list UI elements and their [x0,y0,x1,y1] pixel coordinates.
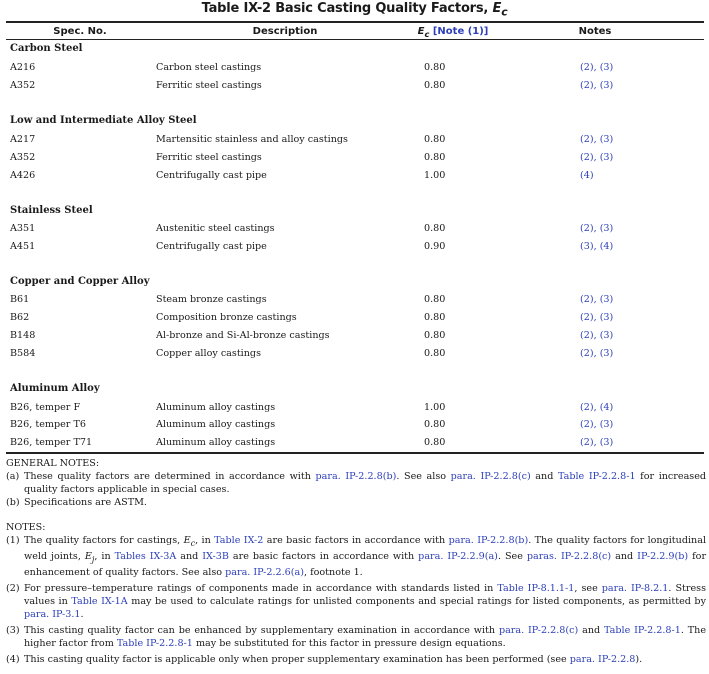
notes-link[interactable]: (2), (3) [580,62,614,73]
notes-section [6,521,706,666]
description-cell: Centrifugally cast pipe [156,241,267,252]
header-note-link[interactable]: [Note (1)] [432,26,489,37]
bottom-rule [6,452,704,454]
top-rule [6,21,704,23]
ec-cell: 0.90 [424,241,446,252]
note-text: and [578,624,605,636]
note-text: may be used to calculate ratings for unlisted components and special ratings for listed components, as permitted by [127,595,706,607]
table-link[interactable]: Table IP-8.1.1-1 [497,582,575,594]
note-text: , in [195,535,215,546]
group-heading: Carbon Steel [10,43,83,54]
note-text: , in [94,550,115,562]
note-text: . See [497,550,527,562]
general-notes-heading: GENERAL NOTES: [6,458,100,469]
para-link[interactable]: paras. IP-2.2.8(c) [526,550,612,562]
note-2 [6,582,706,621]
note-text: are basic factors in accordance with [228,550,419,562]
para-link[interactable]: para. IP-2.2.6(a) [225,566,304,578]
para-link[interactable]: para. IP-8.2.1 [601,582,669,594]
notes-link[interactable]: (2), (3) [580,330,614,341]
description-cell: Aluminum alloy castings [156,437,276,448]
table-title [0,1,709,19]
ec-cell: 0.80 [424,330,446,341]
table-row [0,241,709,259]
notes-link[interactable]: (2), (3) [580,437,614,448]
spec-cell: B26, temper T6 [10,419,86,430]
notes-link[interactable]: (2), (3) [580,312,614,323]
header-description: Description [252,26,318,37]
table-link[interactable]: Tables IX-3A [114,550,177,562]
table-row [0,330,709,348]
ec-cell: 0.80 [424,294,446,305]
ec-cell: 0.80 [424,80,446,91]
header-ec-subscript: c [424,29,430,39]
note-text: These quality factors are determined in accordance with [24,471,316,482]
para-link[interactable]: para. IP-2.2.8(c) [450,471,531,482]
subscript: j [91,554,95,564]
note-text: , footnote 1. [303,566,363,578]
ec-cell: 0.80 [424,62,446,73]
table-row [0,62,709,80]
header-notes: Notes [578,26,612,37]
para-link[interactable]: para. IP-2.2.8(b) [315,471,397,482]
note-text: for increased quality factors applicable in special cases. [24,471,707,495]
description-cell: Centrifugally cast pipe [156,170,267,181]
ec-cell: 1.00 [424,402,446,413]
note-text: . See also [396,471,451,482]
table-row [0,294,709,312]
table-link[interactable]: Table IX-1A [71,595,128,607]
notes-link[interactable]: (2), (3) [580,80,614,91]
note-label: (a) [6,471,20,482]
spec-cell: B26, temper F [10,402,81,413]
description-cell: Aluminum alloy castings [156,419,276,430]
ec-cell: 0.80 [424,152,446,163]
notes-link[interactable]: (2), (3) [580,348,614,359]
table-link[interactable]: Table IP-2.2.8-1 [557,471,636,482]
table-row [0,223,709,241]
note-text: for enhancement of quality factors. See also [24,550,707,578]
description-cell: Steam bronze castings [156,294,267,305]
symbol: E [183,535,191,546]
ec-cell: 0.80 [424,312,446,323]
note-text: Specifications are ASTM. [24,497,147,508]
description-cell: Al-bronze and Si-Al-bronze castings [156,330,330,341]
general-notes [6,457,706,509]
group-heading: Aluminum Alloy [10,383,100,394]
table-row [0,402,709,420]
notes-link[interactable]: (2), (4) [580,402,614,413]
para-link[interactable]: para. IP-2.2.8(c) [498,624,579,636]
note-label: (4) [6,653,20,665]
description-cell: Composition bronze castings [156,312,297,323]
table-link[interactable]: Table IX-2 [214,535,264,546]
note-4 [6,653,706,666]
note-text: are basic factors in accordance with [263,535,449,546]
para-link[interactable]: IP-2.2.9(b) [637,550,689,562]
note-text: . The quality factors for longitudinal weld joints, [24,535,707,562]
note-label: (1) [6,535,20,546]
note-text: may be substituted for this factor in pressure design equations. [192,637,506,649]
general-note-b [6,496,706,509]
note-text: . The higher factor from [24,624,707,649]
note-label: (b) [6,497,20,508]
spec-cell: B148 [10,330,36,341]
spec-cell: A216 [10,62,36,73]
notes-link[interactable]: (3), (4) [580,241,614,252]
notes-link[interactable]: (2), (3) [580,134,614,145]
description-cell: Martensitic stainless and alloy castings [156,134,348,145]
para-link[interactable]: para. IP-2.2.8 [569,653,636,665]
title-subscript: c [501,5,508,19]
description-cell: Aluminum alloy castings [156,402,276,413]
ec-cell: 0.80 [424,223,446,234]
ec-cell: 0.80 [424,348,446,359]
note-text: This casting quality factor can be enhanced by supplementary examination in accordance with [24,624,499,636]
table-row [0,170,709,188]
general-note-a [6,470,706,496]
header-spec: Spec. No. [53,26,107,37]
note-text: , see [574,582,602,594]
header-rule [6,39,704,40]
description-cell: Copper alloy castings [156,348,261,359]
spec-cell: A352 [10,80,36,91]
note-label: (2) [6,582,20,594]
spec-cell: A426 [10,170,36,181]
notes-heading: NOTES: [6,522,46,533]
group-heading: Stainless Steel [10,205,93,216]
description-cell: Ferritic steel castings [156,152,262,163]
note-label: (3) [6,624,20,636]
ec-cell: 0.80 [424,134,446,145]
note-3 [6,624,706,650]
table-row [0,134,709,152]
subscript: c [190,538,196,548]
spec-cell: B62 [10,312,30,323]
description-cell: Ferritic steel castings [156,80,262,91]
table-title-text: Table IX-2 Basic Casting Quality Factors, [201,1,493,16]
symbol: E [84,550,92,562]
spec-cell: A351 [10,223,36,234]
description-cell: Carbon steel castings [156,62,262,73]
description-cell: Austenitic steel castings [156,223,275,234]
header-ec [398,26,508,39]
notes-link[interactable]: (2), (3) [580,152,614,163]
group-heading: Copper and Copper Alloy [10,276,150,287]
table-link[interactable]: IX-3B [202,550,229,562]
table-row [0,152,709,170]
spec-cell: B61 [10,294,30,305]
note-text: For pressure–temperature ratings of components made in accordance with standards listed in [24,582,498,594]
table-row [0,348,709,366]
header-ec-symbol: E [417,26,425,37]
spec-cell: A352 [10,152,36,163]
notes-link[interactable]: (2), (3) [580,419,614,430]
table-link[interactable]: Table IP-2.2.8-1 [116,637,193,649]
ec-cell: 0.80 [424,419,446,430]
note-text: and [611,550,638,562]
group-heading: Low and Intermediate Alloy Steel [10,115,197,126]
note-text: . Stress values in [24,582,707,607]
para-link[interactable]: para. IP-2.2.8(b) [448,535,529,546]
notes-link[interactable]: (4) [580,170,594,181]
table-link[interactable]: Table IP-2.2.8-1 [604,624,681,636]
para-link[interactable]: para. IP-2.2.9(a) [418,550,498,562]
title-symbol: E [492,1,502,16]
note-text: . [80,608,84,620]
note-text: and [530,471,558,482]
spec-cell: B26, temper T71 [10,437,93,448]
spec-cell: A217 [10,134,36,145]
spec-cell: A451 [10,241,36,252]
ec-cell: 0.80 [424,437,446,448]
note-text: The quality factors for castings, [24,535,184,546]
spec-cell: B584 [10,348,36,359]
note-text: and [176,550,203,562]
table-row [0,80,709,98]
para-link[interactable]: para. IP-3.1 [24,608,81,620]
notes-link[interactable]: (2), (3) [580,294,614,305]
notes-link[interactable]: (2), (3) [580,223,614,234]
ec-cell: 1.00 [424,170,446,181]
note-1 [6,534,706,579]
table-row [0,312,709,330]
note-text: This casting quality factor is applicable only when proper supplementary examination has been performed (see [24,653,570,665]
note-text: ). [635,653,643,665]
table-row [0,419,709,437]
